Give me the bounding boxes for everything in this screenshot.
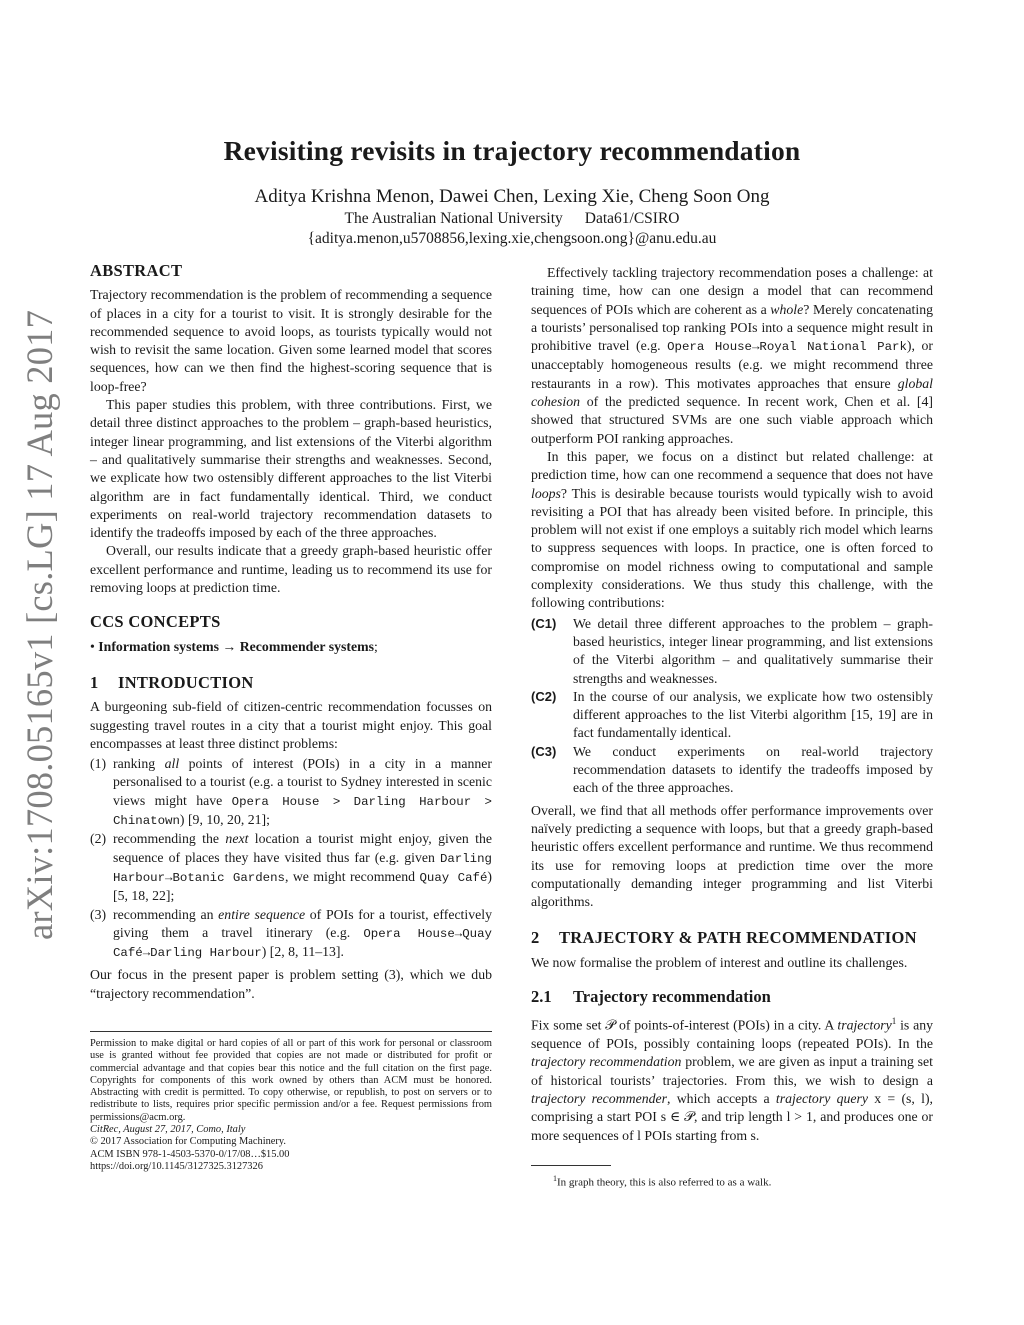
text-run: ? Merely concatenating a tourists’ personalised top ranking POIs into a sequence might result in prohibitive travel (e.g. [531,301,933,354]
list-text: points of interest (POIs) in a city in a manner personalised to a tourist (e.g. a tourist to Sydney interested in scenic views might have [113,756,492,808]
text-run: x = (s, l), comprising a start POI s ∈ 𝒫, and trip length l > 1, and produces one or more sequences of l POIs starting from s. [531,1091,933,1143]
contribution-label: (C3) [531,743,557,759]
section-2-title: TRAJECTORY & PATH RECOMMENDATION [559,928,917,948]
ccs-arrow: → [222,638,237,654]
intro-title: INTRODUCTION [118,672,254,692]
doi-link[interactable]: https://doi.org/10.1145/3127325.3127326 [90,1160,263,1172]
list-emphasis: all [164,756,180,772]
right-paragraph-3: Overall, we find that all methods offer performance improvements over naïvely predicting a sequence with loops, but that a greedy graph-based heuristic offers excellent performance and runtime. We thus recommend its use for removing loops at prediction time over the more computationally demanding integer programming and list Viterbi algorithms. [531,802,933,910]
ccs-heading: CCS CONCEPTS [90,612,221,632]
list-item [90,906,492,963]
list-item [90,755,492,830]
text-run: problem, we are given as input a training set of historical tourists’ trajectories. From this, we wish to design a [531,1054,933,1088]
contribution-label: (C1) [531,615,557,631]
list-text: ) [2, 8, 11–13]. [261,944,344,960]
text-run: of the predicted sequence. In recent work, Chen et al. [4] showed that structured SVMs are one such viable approach which outperform POI ranking approaches. [531,394,933,446]
arxiv-identifier: arXiv:1708.05165v1 [cs.LG] 17 Aug 2017 [19,309,60,940]
abstract-paragraph-1: Trajectory recommendation is the problem of recommending a sequence of places in a city for a tourist to visit. It is strongly desirable for the recommended sequence to avoid loops, as tourists typically would not wish to revisit the same location. Given some learned model that scores sequences, how can we then find the highest-scoring sequence that is loop-free? [90,287,492,394]
footnote-number: 1 [553,1174,557,1183]
affiliation-data61: Data61/CSIRO [584,210,680,227]
right-column [531,264,933,1145]
affiliation-anu: The Australian National University [344,210,563,227]
emphasis: trajectory recommendation [531,1054,682,1070]
copyright: © 2017 Association for Computing Machinery. [90,1136,286,1148]
problem-list [90,755,492,962]
emphasis: global cohesion [531,375,933,410]
ccs-item-information-systems: Information systems [98,638,220,654]
footnote-text: In graph theory, this is also referred to as a walk. [557,1176,772,1189]
code-text: Darling Harbour→Botanic Gardens [113,851,492,885]
ccs-item-recommender-systems: Recommender systems [239,638,374,654]
list-text: ranking [113,756,165,772]
emphasis: trajectory [837,1017,892,1033]
list-label: (1) [90,756,107,772]
list-label: (3) [90,906,107,922]
text-run: In this paper, we focus on a distinct but related challenge: at prediction time, how can one recommend a sequence that does not have [531,448,933,483]
text-run: ? This is desirable because tourists would typically wish to avoid revisiting a POI that has already been visited before. In principle, this problem will not exist if one employs a suitably rich model which learns to suppress sequences with loops. In practice, one is often forced to compromise on model richness owing to computational and sample complexity considerations. We thus study this challenge, with the following contributions: [531,485,933,611]
list-item [531,615,933,688]
list-text: recommending the [113,831,226,847]
emphasis: loops [531,485,561,501]
list-text: location a tourist might enjoy, given the sequence of places they have visited thus far (e.g. given [113,831,492,865]
right-paragraph-1 [531,264,933,448]
venue [90,1124,492,1136]
emphasis: whole [770,301,804,317]
contribution-label: (C2) [531,688,557,704]
section-2-1-number: 2.1 [531,986,552,1006]
author-email: {aditya.menon,u5708856,lexing.xie,chengsoon.ong}@anu.edu.au [307,230,717,247]
permission-text: Permission to make digital or hard copies of all or part of this work for personal or classroom use is granted without fee provided that copies are not made or distributed for profit or commercial advantage and that copies bear this notice and the full citation on the first page. Copyrights for components of this work owned by others than ACM must be honored. Abstracting with credit is permitted. To copy otherwise, or republish, to post on servers or to redistribute to lists, requires prior specific permission and/or a fee. Request permissions from permissions@acm.org. [90,1038,492,1123]
ccs-bullet: • [90,638,95,654]
paper-title: Revisiting revisits in trajectory recommendation [223,135,801,166]
contribution-text: We detail three different approaches to the problem – graph-based heuristics, integer linear programming, and list extensions of the Viterbi algorithm – and qualitatively summarise their strengths and weaknesses. [573,615,933,686]
isbn: ACM ISBN 978-1-4503-5370-0/17/08…$15.00 [90,1148,290,1160]
code-text: Opera House→Quay Café→Darling Harbour [113,926,492,961]
code-text: Opera House > Darling Harbour > Chinatown [113,794,492,829]
abstract-paragraph-3: Overall, our results indicate that a greedy graph-based heuristic offer excellent performance and runtime, leading us to recommend its use for removing loops at prediction time. [90,543,492,596]
abstract-heading: ABSTRACT [90,261,183,280]
list-label: (2) [90,831,107,847]
list-text: ) [5, 18, 22]; [113,868,492,904]
footnote-marker[interactable]: 1 [891,1016,897,1027]
footnote [531,1172,933,1190]
permission-block [90,1031,492,1173]
ccs-end: ; [373,638,378,654]
section-2-1-paragraph [531,1012,933,1145]
list-text: ) [9, 10, 20, 21]; [179,812,270,828]
section-2-1-title: Trajectory recommendation [573,986,771,1006]
text-run: is any sequence of POIs, possibly containing loops (repeated POIs). In the [531,1017,933,1052]
text-run: Effectively tackling trajectory recommendation poses a challenge: at training time, how can one design a model that can recommend sequences of POIs which are coherent as a [531,265,933,317]
list-emphasis: entire sequence [218,906,306,922]
list-text: of POIs for a tourist, effectively giving them a travel itinerary (e.g. [113,906,492,940]
list-text: , we might recommend [284,868,420,884]
emphasis: trajectory recommender [531,1091,668,1107]
list-emphasis: next [225,831,249,847]
author-list: Aditya Krishna Menon, Dawei Chen, Lexing Xie, Cheng Soon Ong [254,186,770,207]
intro-paragraph-1: A burgeoning sub-field of citizen-centric recommendation focusses on suggesting travel routes in a city that a tourist might enjoy. This goal encompasses at least three distinct problems: [90,699,492,751]
section-2-intro: We now formalise the problem of interest and outline its challenges. [531,954,908,970]
ccs-concepts [90,638,492,656]
left-column [90,262,492,1003]
right-paragraph-2 [531,448,933,613]
section-2-1-heading [531,988,933,1006]
list-item [90,830,492,905]
affiliations [0,210,1024,228]
contribution-text: In the course of our analysis, we explicate how two ostensibly different approaches to the list Viterbi algorithm [15, 19] are in fact fundamentally identical. [573,688,933,741]
section-2-heading [531,929,933,947]
code-text: Opera House→Royal National Park [667,340,907,355]
text-run: , which accepts a [667,1091,776,1107]
venue-text: CitRec, August 27, 2017, Como, Italy [90,1124,246,1136]
emphasis: trajectory query [775,1091,868,1107]
list-item [531,743,933,798]
intro-paragraph-2: Our focus in the present paper is problem setting (3), which we dub “trajectory recommendation”. [90,967,492,1001]
text-run: Fix some set 𝒫 of points-of-interest (POIs) in a city. A [531,1017,838,1033]
intro-heading [90,674,492,692]
footnote-rule [531,1165,611,1166]
code-text: Quay Café [419,870,488,885]
contribution-text: We conduct experiments on real-world trajectory recommendation datasets to identify the tradeoffs imposed by each of the three approaches. [573,743,933,796]
list-text: recommending an [113,906,219,922]
abstract-paragraph-2: This paper studies this problem, with three contributions. First, we detail three distinct approaches to the problem – graph-based heuristics, integer linear programming, and list extensions of the Viterbi algorithm – and qualitatively summarise their strengths and weaknesses. Second, we explicate how two ostensibly different approaches to the list Viterbi algorithm are in fact fundamentally identical. Third, we conduct experiments on real-world trajectory recommendation datasets to identify the tradeoffs imposed by each of the three approaches. [90,397,492,541]
intro-number: 1 [90,672,99,692]
list-item [531,688,933,743]
text-run: ), or unacceptably homogeneous results (e.g. we might recommend three restaurants in a row). This motivates approaches that ensure [531,338,933,391]
section-2-number: 2 [531,928,540,948]
contribution-list [531,615,933,798]
